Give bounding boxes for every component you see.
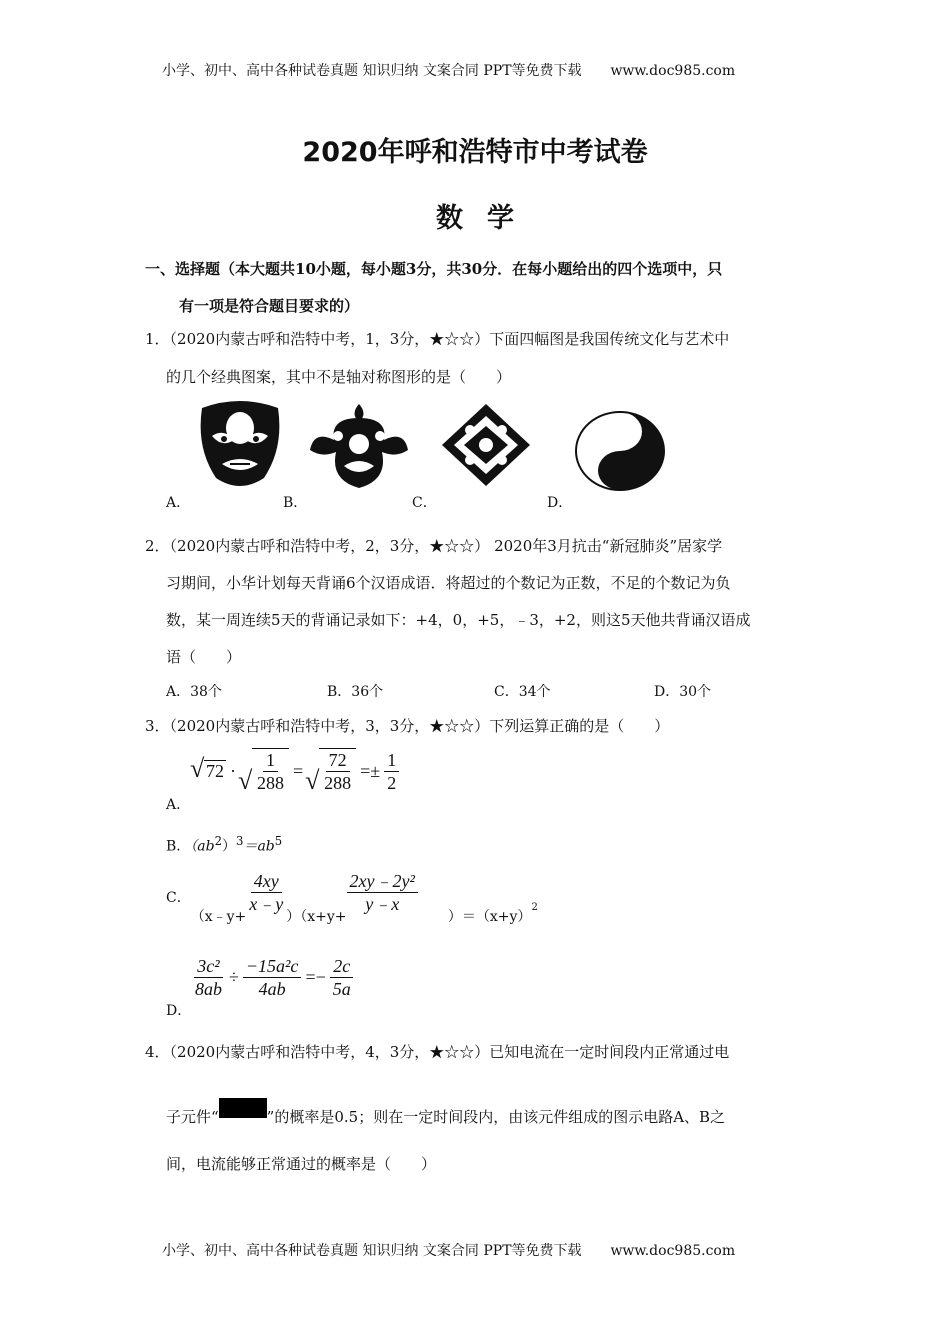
opera-mask-image [192,398,288,490]
frac-3c2: $\frac{\text{3c²}}{8ab}$ [195,956,222,999]
frac-2c: $\frac{2c}{5a}$ [330,955,354,1000]
q3-option-b: B．$(ab^2)^3=ab^5$ [166,834,283,855]
sqrt-72: √ 72 [192,760,226,782]
q1-option-c: C． [412,495,437,511]
footer-text: 小学、初中、高中各种试卷真题 知识归纳 文案合同 PPT等免费下载 [162,1243,582,1259]
q1-option-b: B． [283,495,308,511]
q2-line2: 习期间，小华计划每天背诵6个汉语成语．将超过的个数记为正数，不足的个数记为负 [166,574,731,592]
frac-half: $\frac{1}{2}$ [384,749,399,794]
exam-subject: 数学 [436,203,538,234]
q4-line2: 子元件“ ”的概率是0.5；则在一定时间段内，由该元件组成的图示电路A、B之 [166,1106,725,1127]
q2-option-b: B．36个 [327,684,384,700]
header-text: 小学、初中、高中各种试卷真题 知识归纳 文案合同 PPT等免费下载 [162,63,582,79]
q3-option-d-expression [192,955,354,1000]
q3-option-a-expression [192,748,399,794]
taiji-image [574,410,666,492]
q4-line3: 间，电流能够正常通过的概率是（ ） [166,1155,437,1173]
q2-option-a: A．38个 [166,684,222,700]
frac-15a2c: $\frac{\text{−15a²c}}{4ab}$ [243,955,302,1000]
op-div: ÷ [229,967,239,987]
footer-url: www.doc985.com [610,1243,736,1259]
q2-option-d: D．30个 [654,684,712,700]
sqrt-frac2: √ $\frac{72}{288}$ [307,748,356,794]
q4-line1: 4．（2020内蒙古呼和浩特中考，4，3分，★☆☆）已知电流在一定时间段内正常通过电 [145,1043,730,1061]
q3-line1: 3．（2020内蒙古呼和浩特中考，3，3分，★☆☆）下列运算正确的是（ ） [145,717,670,735]
op-eq-neg: =− [305,967,326,987]
q2-line4: 语（ ） [166,648,242,666]
knot-pattern-image [440,402,532,488]
q1-option-d: D． [547,495,573,511]
op-eq: = [293,760,304,781]
q1-option-a: A． [166,495,191,511]
q1-line2: 的几个经典图案，其中不是轴对称图形的是（ ） [166,368,512,386]
q2-line3: 数，某一周连续5天的背诵记录如下：+4，0，+5，﹣3，+2，则这5天他共背诵汉语成 [166,611,751,629]
q2-option-c: C．34个 [494,684,551,700]
floral-pattern-image [308,400,410,492]
q3-option-c: C． （x﹣y+ $\frac{4xy}{x﹣y}$ ）（x+y+ $\frac{\text{2xy﹣2y²}}{y﹣x}$ ）＝（x+y） $^2$ [166,870,538,925]
op-eq-pm: =± [360,760,381,781]
frac-4xy: $\frac{4xy}{x﹣y}$ [249,870,284,914]
header-url: www.doc985.com [610,63,736,79]
op-dot: · [230,760,236,781]
q3-option-d-label: D． [166,1003,192,1019]
page-footer [162,1240,735,1260]
page-header [162,60,735,80]
section-heading-line2: 有一项是符合题目要求的） [179,297,360,315]
electronic-component-icon [219,1098,267,1118]
sqrt-frac1: √ $\frac{1}{288}$ [240,748,289,794]
frac-2xy: $\frac{\text{2xy﹣2y²}}{y﹣x}$ [347,870,418,915]
exam-title: 2020年呼和浩特市中考试卷 [302,137,648,168]
q3-option-a-label: A． [166,797,191,813]
q2-line1: 2．（2020内蒙古呼和浩特中考，2，3分，★☆☆） 2020年3月抗击“新冠肺炎”居家学 [145,537,723,555]
section-heading-line1: 一、选择题（本大题共10小题，每小题3分，共30分．在每小题给出的四个选项中，只 [145,260,723,278]
q1-line1: 1．（2020内蒙古呼和浩特中考，1，3分，★☆☆）下面四幅图是我国传统文化与艺术中 [145,330,730,348]
